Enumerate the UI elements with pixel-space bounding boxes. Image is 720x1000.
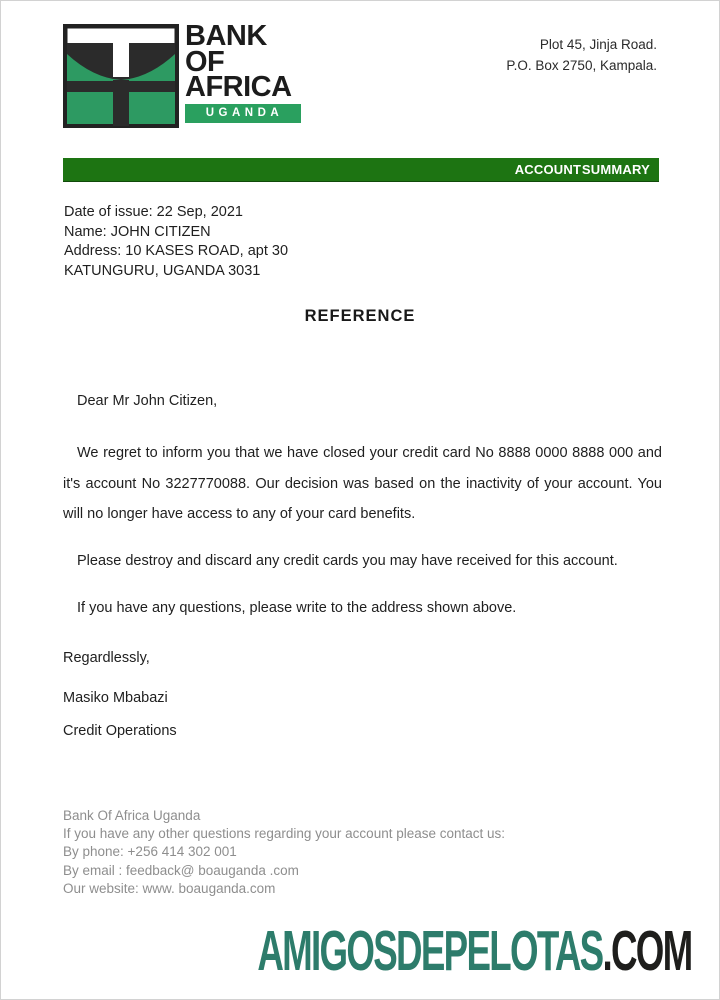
account-summary-label: ACCOUNT SUMMARY	[514, 162, 650, 177]
logo-country-bar: UGANDA	[185, 104, 301, 123]
recipient-city-line: KATUNGURU, UGANDA 3031	[64, 262, 261, 279]
date-of-issue-line: Date of issue: 22 Sep, 2021	[64, 204, 243, 220]
bank-logo-icon	[63, 24, 179, 128]
footer-phone-line: By phone: +256 414 302 001	[63, 844, 237, 860]
watermark-tld: .COM	[602, 919, 692, 983]
salutation: Dear Mr John Citizen,	[77, 393, 218, 409]
paragraph-questions: If you have any questions, please write to the address shown above.	[77, 599, 517, 616]
footer-contact-intro: If you have any other questions regarding your account please contact us:	[63, 826, 506, 842]
closing-line: Regardlessly,	[63, 649, 150, 666]
footer-email-line: By email : feedback@ boauganda .com	[63, 862, 299, 878]
logo-word-bank: BANK	[185, 20, 267, 52]
bank-address-line2: P.O. Box 2750, Kampala.	[506, 58, 657, 73]
signature-title: Credit Operations	[63, 722, 177, 739]
account-summary-banner	[63, 158, 659, 182]
footer-contact-block	[63, 807, 505, 898]
recipient-address-line: Address: 10 KASES ROAD, apt 30	[64, 243, 289, 259]
footer-bank-name: Bank Of Africa Uganda	[63, 808, 201, 823]
paragraph-card-closed: We regret to inform you that we have closed your credit card No 8888 0000 8888 000 and it's account No 3227770088. Our decision was based on the inactivity of your account. You will no longer have access to any of your card benefits.	[63, 445, 662, 522]
footer-website-line: Our website: www. boauganda.com	[63, 880, 276, 896]
bank-logo-text	[185, 20, 301, 123]
paragraph-destroy-cards: Please destroy and discard any credit cards you may have received for this account.	[77, 552, 618, 569]
letter-body	[63, 391, 662, 741]
letter-title: REFERENCE	[304, 307, 416, 325]
logo-word-of: OF	[185, 45, 225, 78]
signature-name: Masiko Mbabazi	[63, 689, 168, 706]
recipient-name-line: Name: JOHN CITIZEN	[64, 223, 211, 240]
watermark-site-name: AMIGOSDEPELOTAS	[257, 919, 603, 983]
bank-address	[506, 34, 657, 76]
logo-word-africa: AFRICA	[185, 71, 292, 103]
watermark	[257, 919, 692, 983]
recipient-block	[64, 203, 288, 281]
bank-logo	[63, 20, 301, 128]
bank-address-line1: Plot 45, Jinja Road.	[539, 37, 657, 52]
